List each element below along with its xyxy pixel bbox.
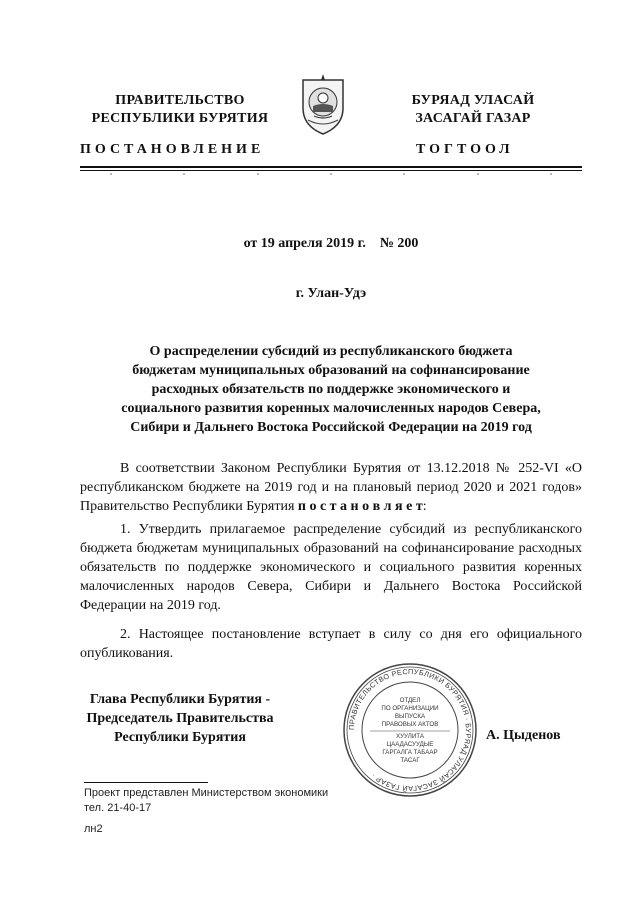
footer-line2: тел. 21-40-17 [84, 802, 152, 814]
preamble-keyword: п о с т а н о в л я е т [297, 499, 423, 514]
official-stamp [340, 660, 480, 800]
header-right-line2: ЗАСАГАЙ ГАЗАР [415, 111, 531, 126]
preamble-end: : [422, 499, 427, 514]
position-line1: Глава Республики Бурятия - [89, 692, 271, 707]
position-line2: Председатель Правительства [86, 711, 274, 726]
header-right [388, 92, 558, 128]
item-2-text: 2. Настоящее постановление вступает в силу со дня его официального опубликования. [80, 627, 582, 661]
coat-of-arms-icon [298, 72, 348, 136]
stamp-line: ЦААДАСУУДЫЕ [386, 741, 434, 748]
stamp-line: ПРАВОВЫХ АКТОВ [381, 721, 439, 728]
header-left-line2: РЕСПУБЛИКИ БУРЯТИЯ [91, 111, 269, 126]
stamp-line: ВЫПУСКА [394, 713, 426, 720]
footer-rule [84, 782, 208, 783]
title-line: социального развития коренных малочисленных народов Севера, [121, 401, 541, 416]
footer-note [84, 786, 328, 837]
header-left-line1: ПРАВИТЕЛЬСТВО [115, 93, 245, 108]
signatory-name: А. Цыденов [486, 728, 561, 743]
signatory-position [80, 690, 280, 747]
footer-line3: лн2 [84, 823, 103, 835]
item-1-paragraph [80, 520, 582, 615]
stamp-line: ТАСАГ [400, 757, 420, 764]
header-left [80, 92, 280, 128]
title-line: бюджетам муниципальных образований на софинансирование [132, 363, 530, 378]
header-right-line1: БУРЯАД УЛАСАЙ [411, 93, 535, 108]
title-line: О распределении субсидий из республиканского бюджета [149, 344, 513, 359]
item-1-text: 1. Утвердить прилагаемое распределение субсидий из республиканского бюджета бюджетам муниципальных образований на софинансирование расходных обязательств по поддержке экономического и социального развития коренных малочисленных народов Севера, Сибири и Дальнего Востока Российской Федерации на 2019 год. [80, 522, 582, 613]
header-rule-thick [80, 166, 582, 168]
stamp-line: ХУУЛИТА [396, 733, 424, 740]
doc-type-left: ПОСТАНОВЛЕНИЕ [80, 142, 265, 157]
stamp-line: ОТДЕЛ [399, 697, 421, 704]
svg-text:ПРАВИТЕЛЬСТВО РЕСПУБЛИКИ БУРЯТ [347, 667, 473, 793]
doc-type-right: ТОГТООЛ [416, 142, 514, 157]
footer-line1: Проект представлен Министерством экономики [84, 787, 329, 799]
preamble-text: В соответствии Законом Республики Бурятия от 13.12.2018 № 252-VI «О республиканском бюджете на 2019 год и на плановый период 2020 и 2021 годов» Правительство Республики Бурятия [80, 461, 582, 514]
date-number: от 19 апреля 2019 г. № 200 [243, 236, 419, 251]
stamp-line: ПО ОРГАНИЗАЦИИ [381, 705, 439, 712]
preamble-paragraph [80, 459, 582, 516]
city: г. Улан-Удэ [295, 286, 367, 301]
position-line3: Республики Бурятия [114, 730, 246, 745]
document-title [80, 342, 582, 437]
header-dots [80, 173, 582, 179]
item-2-paragraph [80, 625, 582, 663]
title-line: расходных обязательств по поддержке экономического и [151, 382, 511, 397]
title-line: Сибири и Дальнего Востока Российской Федерации на 2019 год [130, 420, 532, 435]
stamp-line: ГАРГАЛГА ТАБААР [382, 749, 438, 756]
header-rule-thin [80, 170, 582, 171]
stamp-ring-text: ПРАВИТЕЛЬСТВО РЕСПУБЛИКИ БУРЯТИЯ · БУРЯАД УЛАСАЙ ЗАСАГАЙ ГАЗАР · [346, 666, 474, 794]
